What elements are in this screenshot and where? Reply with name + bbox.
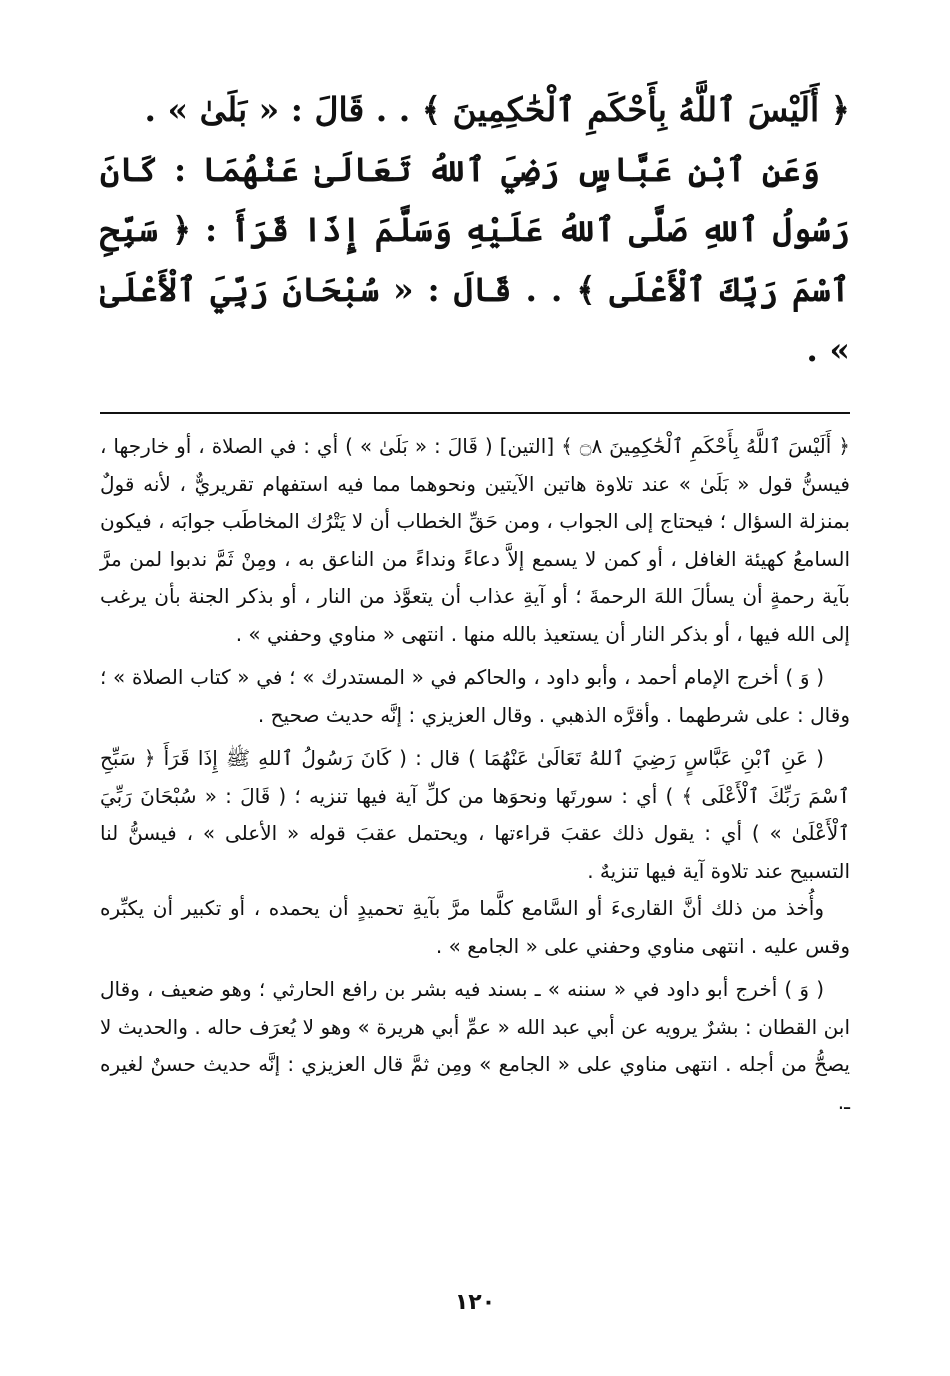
commentary [100,428,850,1121]
main-text-line-1: ﴿ أَلَيْسَ ٱللَّهُ بِأَحْكَمِ ٱلْحَٰكِمِينَ ﴾ . . قَالَ : « بَلَىٰ » . [144,90,850,129]
page-body [100,80,850,1127]
commentary-paragraph-5: ( وَ ) أخرج أبو داود في « سننه » ـ بسند فيه بشر بن رافع الحارثي ؛ وهو ضعيف ، وقال ابن القطان : بشرٌ يرويه عن أبي عبد الله « عمِّ أبي هريرة » وهو لا يُعرَف حاله . والحديث لا يصحُّ من أجله . انتهى مناوي على « الجامع » ومِن ثمَّ قال العزيزي : إنَّه حديث حسنٌ لغيره ـ. [100,977,850,1114]
page-number: ١٢٠ [454,1290,496,1315]
footnote-divider [100,412,850,414]
commentary-paragraph-2: ( وَ ) أخرج الإمام أحمد ، وأبو داود ، والحاكم في « المستدرك » ؛ في « كتاب الصلاة » ؛ وقال : على شرطهما . وأقرَّه الذهبي . وقال العزيزي : إنَّه حديث صحيح . [100,665,850,727]
commentary-paragraph-1: ﴿ أَلَيْسَ ٱللَّهُ بِأَحْكَمِ ٱلْحَٰكِمِينَ ۝٨ ﴾ [التين] ( قَالَ : « بَلَىٰ » ) أي : في الصلاة ، أو خارجها ، فيسنُّ قول « بَلَىٰ » عند تلاوة هاتين الآيتين ونحوهما مما فيه استفهام تقريريٌّ ، لأنه قولٌ بمنزلة السؤال ؛ فيحتاج إلى الجواب ، ومن حَقِّ الخطاب أن لا يَتْرُك المخاطَب جوابَه ، فيكون السامعُ كهيئة الغافل ، أو كمن لا يسمع إلاَّ دعاءً ونداءً من الناعق به ، ومِنْ ثَمَّ ندبوا لمن مرَّ بآية رحمةٍ أن يسألَ اللهَ الرحمةَ ؛ أو آيةِ عذاب أن يتعوَّذ من النار ، أو بذكر الجنة بأن يرغب إلى الله فيها ، أو بذكر النار أن يستعيذ بالله منها . انتهى « مناوي وحفني » . [100,434,850,646]
commentary-paragraph-4: وأُخذ من ذلك أنَّ القارىءَ أو السَّامع كلَّما مرَّ بآيةِ تحميدٍ أن يحمده ، أو تكبير أن يكبِّره وقس عليه . انتهى مناوي وحفني على « الجامع » . [100,896,850,958]
main-text-paragraph-2: وَعَنِ ٱبْنِ عَبَّاسٍ رَضِيَ ٱللهُ تَعَالَىٰ عَنْهُمَا : كَانَ رَسُولُ ٱللهِ صَلَّى ٱللهُ عَلَيْهِ وَسَلَّمَ إِذَا قَرَأَ : ﴿ سَبِّحِ ٱسْمَ رَبِّكَ ٱلْأَعْلَى ﴾ . . قَالَ : « سُبْحَانَ رَبِّيَ ٱلْأَعْلَىٰ » . [100,150,850,369]
commentary-paragraph-3: ( عَنِ ٱبْنِ عَبَّاسٍ رَضِيَ ٱللهُ تَعَالَىٰ عَنْهُمَا ) قال : ( كَانَ رَسُولُ ٱللهِ ﷺ إِذَا قَرَأَ ﴿ سَبِّحِ ٱسْمَ رَبِّكَ ٱلْأَعْلَى ﴾ ) أي : سورتَها ونحوَها من كلِّ آية فيها تنزيه ؛ ( قَالَ : « سُبْحَانَ رَبِّيَ ٱلْأَعْلَىٰ » ) أي : يقول ذلك عقبَ قراءتها ، ويحتمل عقبَ قوله « الأعلى » ، فيسنُّ لنا التسبيح عند تلاوة آية فيها تنزيهٌ . [100,746,850,883]
main-text [100,80,850,380]
